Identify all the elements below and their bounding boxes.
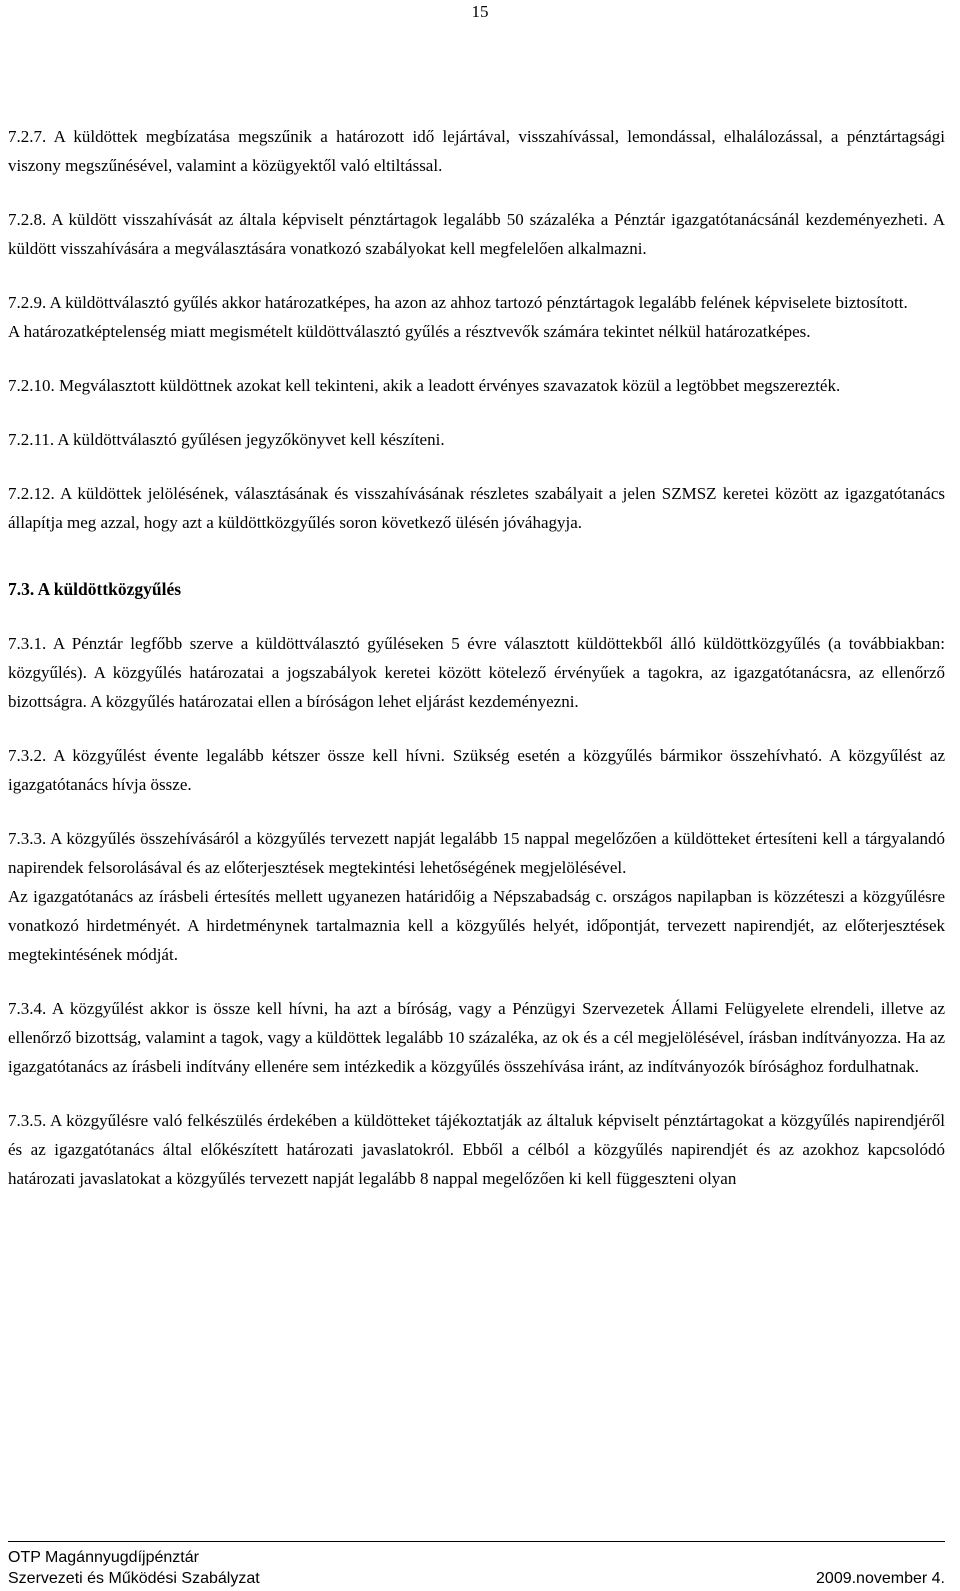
paragraph-7-2-9-cont: A határozatképtelenség miatt megismételt küldöttválasztó gyűlés a résztvevők számára tekintet nélkül határozatképes. <box>8 322 811 341</box>
paragraph-7-2-8: 7.2.8. A küldött visszahívását az általa képviselt pénztártagok legalább 50 százaléka a Pénztár igazgatótanácsánál kezdeményezheti. A küldött visszahívására a megválasztására vonatkozó szabályokat kell megfelelően alkalmazni. <box>8 210 945 258</box>
footer-divider <box>8 1541 945 1542</box>
document-body <box>8 122 945 1193</box>
paragraph-7-3-3: 7.3.3. A közgyűlés összehívásáról a közgyűlés tervezett napját legalább 15 nappal megelőzően a küldötteket értesíteni kell a tárgyalandó napirendek felsorolásával és az előterjesztések megtekintési lehetőségének megjelölésével. <box>8 829 945 877</box>
paragraph-7-3-4: 7.3.4. A közgyűlést akkor is össze kell hívni, ha azt a bíróság, vagy a Pénzügyi Szervezetek Állami Felügyelete elrendeli, illetve az ellenőrző bizottság, valamint a tagok, vagy a küldöttek legalább 10 százaléka, az ok és a cél megjelölésével, írásban indítványozza. Ha az igazgatótanács az írásbeli indítvány ellenére sem intézkedik a közgyűlés összehívása iránt, az indítványozók bírósághoz fordulhatnak. <box>8 999 945 1076</box>
footer-organization: OTP Magánnyugdíjpénztár <box>8 1549 199 1566</box>
page-number: 15 <box>471 2 489 21</box>
paragraph-7-2-12: 7.2.12. A küldöttek jelölésének, választásának és visszahívásának részletes szabályait a jelen SZMSZ keretei között az igazgatótanács állapítja meg azzal, hogy azt a küldöttközgyűlés soron következő ülésén jóváhagyja. <box>8 484 945 532</box>
paragraph-7-3-5: 7.3.5. A közgyűlésre való felkészülés érdekében a küldötteket tájékoztatják az általuk képviselt pénztártagokat a közgyűlés napirendjéről és az igazgatótanács által előkészített határozati javaslatokról. Ebből a célból a közgyűlés napirendjét és az azokhoz kapcsolódó határozati javaslatokat a közgyűlés tervezett napját legalább 8 nappal megelőzően ki kell függeszteni olyan <box>8 1111 945 1188</box>
paragraph-7-2-11: 7.2.11. A küldöttválasztó gyűlésen jegyzőkönyvet kell készíteni. <box>8 430 445 449</box>
paragraph-7-2-7: 7.2.7. A küldöttek megbízatása megszűnik a határozott idő lejártával, visszahívással, lemondással, elhalálozással, a pénztártagsági viszony megszűnésével, valamint a közügyektől való eltiltással. <box>8 127 945 175</box>
section-heading-7-3: 7.3. A küldöttközgyűlés <box>8 579 182 599</box>
paragraph-7-2-10: 7.2.10. Megválasztott küldöttnek azokat kell tekinteni, akik a leadott érvényes szavazatok közül a legtöbbet megszerezték. <box>8 376 841 395</box>
paragraph-7-3-2: 7.3.2. A közgyűlést évente legalább kétszer össze kell hívni. Szükség esetén a közgyűlés bármikor összehívható. A közgyűlést az igazgatótanács hívja össze. <box>8 746 945 794</box>
footer-document-title: Szervezeti és Működési Szabályzat <box>8 1570 260 1587</box>
footer-row <box>8 1568 945 1589</box>
page-footer <box>8 1547 945 1589</box>
footer-date: 2009.november 4. <box>816 1570 945 1587</box>
paragraph-7-3-3-cont: Az igazgatótanács az írásbeli értesítés mellett ugyanezen határidőig a Népszabadság c. országos napilapban is közzéteszi a közgyűlésre vonatkozó hirdetményét. A hirdetménynek tartalmaznia kell a közgyűlés helyét, időpontját, tervezett napirendjét, az előterjesztések megtekintésének módját. <box>8 887 945 964</box>
paragraph-7-2-9: 7.2.9. A küldöttválasztó gyűlés akkor határozatképes, ha azon az ahhoz tartozó pénztártagok legalább felének képviselete biztosított. <box>8 293 908 312</box>
paragraph-7-3-1: 7.3.1. A Pénztár legfőbb szerve a küldöttválasztó gyűléseken 5 évre választott küldöttekből álló küldöttközgyűlés (a továbbiakban: közgyűlés). A közgyűlés határozatai a jogszabályok keretei között kötelező érvényűek a tagokra, az igazgatótanácsra, az ellenőrző bizottságra. A közgyűlés határozatai ellen a bíróságon lehet eljárást kezdeményezni. <box>8 634 945 711</box>
